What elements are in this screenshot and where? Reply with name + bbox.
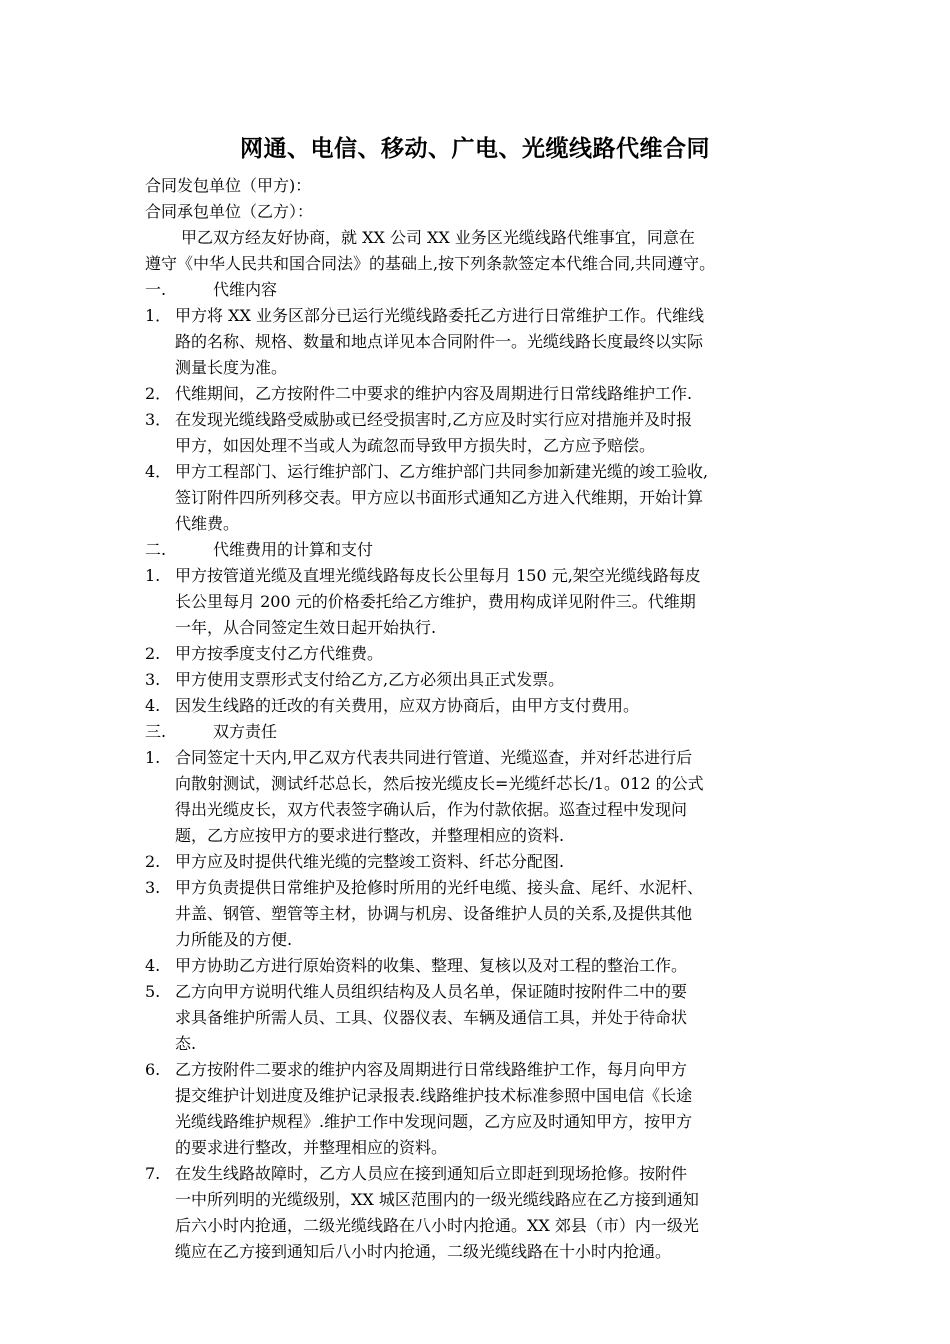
party-a-line: 合同发包单位（甲方)： [145, 176, 312, 195]
section-number: 二. [145, 540, 167, 559]
item-text: 力所能及的方便. [175, 930, 293, 949]
list-item [145, 459, 825, 537]
item-number: 2. [145, 644, 161, 663]
item-text: 在发现光缆线路受威胁或已经受损害时,乙方应及时实行应对措施并及时报 [175, 410, 693, 429]
item-text: 甲方负责提供日常维护及抢修时所用的光纤电缆、接头盒、尾纤、水泥杆、 [175, 878, 704, 897]
item-number: 4. [145, 696, 161, 715]
list-item [145, 953, 825, 979]
item-text: 光缆线路维护规程》.维护工作中发现问题，乙方应及时通知甲方，按甲方 [175, 1112, 693, 1131]
section-title: 代维费用的计算和支付 [213, 540, 374, 559]
item-text: 因发生线路的迁改的有关费用，应双方协商后，由甲方支付费用。 [175, 696, 640, 715]
list-item [145, 979, 825, 1057]
list-item [145, 407, 825, 459]
item-text: 的要求进行整改，并整理相应的资料。 [175, 1138, 448, 1157]
section-title: 双方责任 [213, 722, 278, 741]
item-text: 甲方，如因处理不当或人为疏忽而导致甲方损失时，乙方应予赔偿。 [175, 436, 656, 455]
item-number: 1. [145, 566, 161, 585]
item-text: 甲方使用支票形式支付给乙方,乙方必须出具正式发票。 [175, 670, 565, 689]
list-item [145, 381, 825, 407]
item-text: 代维期间，乙方按附件二中要求的维护内容及周期进行日常线路维护工作. [175, 384, 693, 403]
list-item [145, 1057, 825, 1161]
intro-line-1: 甲乙双方经友好协商，就 XX 公司 XX 业务区光缆线路代维事宜，同意在 [181, 228, 695, 247]
item-number: 3． [145, 410, 172, 429]
item-text: 后六小时内抢通，二级光缆线路在八小时内抢通。XX 郊县（市）内一级光 [175, 1216, 699, 1235]
item-text: 在发生线路故障时，乙方人员应在接到通知后立即赶到现场抢修。按附件 [175, 1164, 688, 1183]
item-text: 甲方应及时提供代维光缆的完整竣工资料、纤芯分配图. [175, 852, 565, 871]
list-item [145, 849, 825, 875]
item-number: 3. [145, 670, 161, 689]
list-item [145, 745, 825, 849]
list-item [145, 875, 825, 953]
item-text: 甲方将 XX 业务区部分已运行光缆线路委托乙方进行日常维护工作。代维线 [175, 306, 704, 325]
list-item [145, 303, 825, 381]
item-text: 一年，从合同签定生效日起开始执行. [175, 618, 437, 637]
section-number: 三. [145, 722, 167, 741]
item-number: 3. [145, 878, 161, 897]
item-text: 代维费。 [175, 514, 240, 533]
contract-title: 网通、电信、移动、广电、光缆线路代维合同 [240, 135, 710, 162]
item-number: 1. [145, 748, 161, 767]
list-item [145, 563, 825, 641]
section-heading-1 [145, 277, 825, 303]
contract-body [145, 173, 825, 1265]
item-text: 甲方协助乙方进行原始资料的收集、整理、复核以及对工程的整治工作。 [175, 956, 688, 975]
item-text: 乙方按附件二要求的维护内容及周期进行日常线路维护工作，每月向甲方 [175, 1060, 688, 1079]
item-number: 2. [145, 852, 161, 871]
list-item [145, 1161, 825, 1265]
item-number: 1． [145, 306, 172, 325]
item-text: 态. [175, 1034, 197, 1053]
party-b-line: 合同承包单位（乙方）： [145, 202, 314, 221]
item-text: 缆应在乙方接到通知后八小时内抢通，二级光缆线路在十小时内抢通。 [175, 1242, 672, 1261]
item-text: 向散射测试，测试纤芯总长，然后按光缆皮长=光缆纤芯长/1。012 的公式 [175, 774, 704, 793]
item-text: 提交维护计划进度及维护记录报表.线路维护技术标准参照中国电信《长途 [175, 1086, 693, 1105]
item-text: 求具备维护所需人员、工具、仪器仪表、车辆及通信工具，并处于待命状 [175, 1008, 688, 1027]
item-text: 甲方按管道光缆及直埋光缆线路每皮长公里每月 150 元,架空光缆线路每皮 [175, 566, 701, 585]
item-text: 甲方工程部门、运行维护部门、乙方维护部门共同参加新建光缆的竣工验收, [175, 462, 709, 481]
section-title: 代维内容 [213, 280, 278, 299]
section-heading-2 [145, 537, 825, 563]
list-item [145, 641, 825, 667]
list-item [145, 693, 825, 719]
item-text: 一中所列明的光缆级别，XX 城区范围内的一级光缆线路应在乙方接到通知 [175, 1190, 699, 1209]
item-text: 长公里每月 200 元的价格委托给乙方维护，费用构成详见附件三。代维期 [175, 592, 696, 611]
item-text: 题，乙方应按甲方的要求进行整改，并整理相应的资料. [175, 826, 565, 845]
intro-line-2: 遵守《中华人民共和国合同法》的基础上,按下列条款签定本代维合同,共同遵守。 [145, 254, 716, 273]
item-text: 得出光缆皮长，双方代表签字确认后，作为付款依据。巡查过程中发现问 [175, 800, 688, 819]
item-number: 4． [145, 462, 172, 481]
section-heading-3 [145, 719, 825, 745]
item-text: 井盖、钢管、塑管等主材，协调与机房、设备维护人员的关系,及提供其他 [175, 904, 693, 923]
item-text: 签订附件四所列移交表。甲方应以书面形式通知乙方进入代维期，开始计算 [175, 488, 704, 507]
item-number: 2． [145, 384, 172, 403]
list-item [145, 667, 825, 693]
item-number: 4. [145, 956, 161, 975]
item-number: 6. [145, 1060, 161, 1079]
item-text: 路的名称、规格、数量和地点详见本合同附件一。光缆线路长度最终以实际 [175, 332, 704, 351]
item-text: 乙方向甲方说明代维人员组织结构及人员名单，保证随时按附件二中的要 [175, 982, 688, 1001]
item-text: 测量长度为准。 [175, 358, 288, 377]
item-text: 合同签定十天内,甲乙双方代表共同进行管道、光缆巡查，并对纤芯进行后 [175, 748, 693, 767]
item-text: 甲方按季度支付乙方代维费。 [175, 644, 384, 663]
item-number: 5. [145, 982, 161, 1001]
section-number: 一. [145, 280, 167, 299]
item-number: 7. [145, 1164, 161, 1183]
